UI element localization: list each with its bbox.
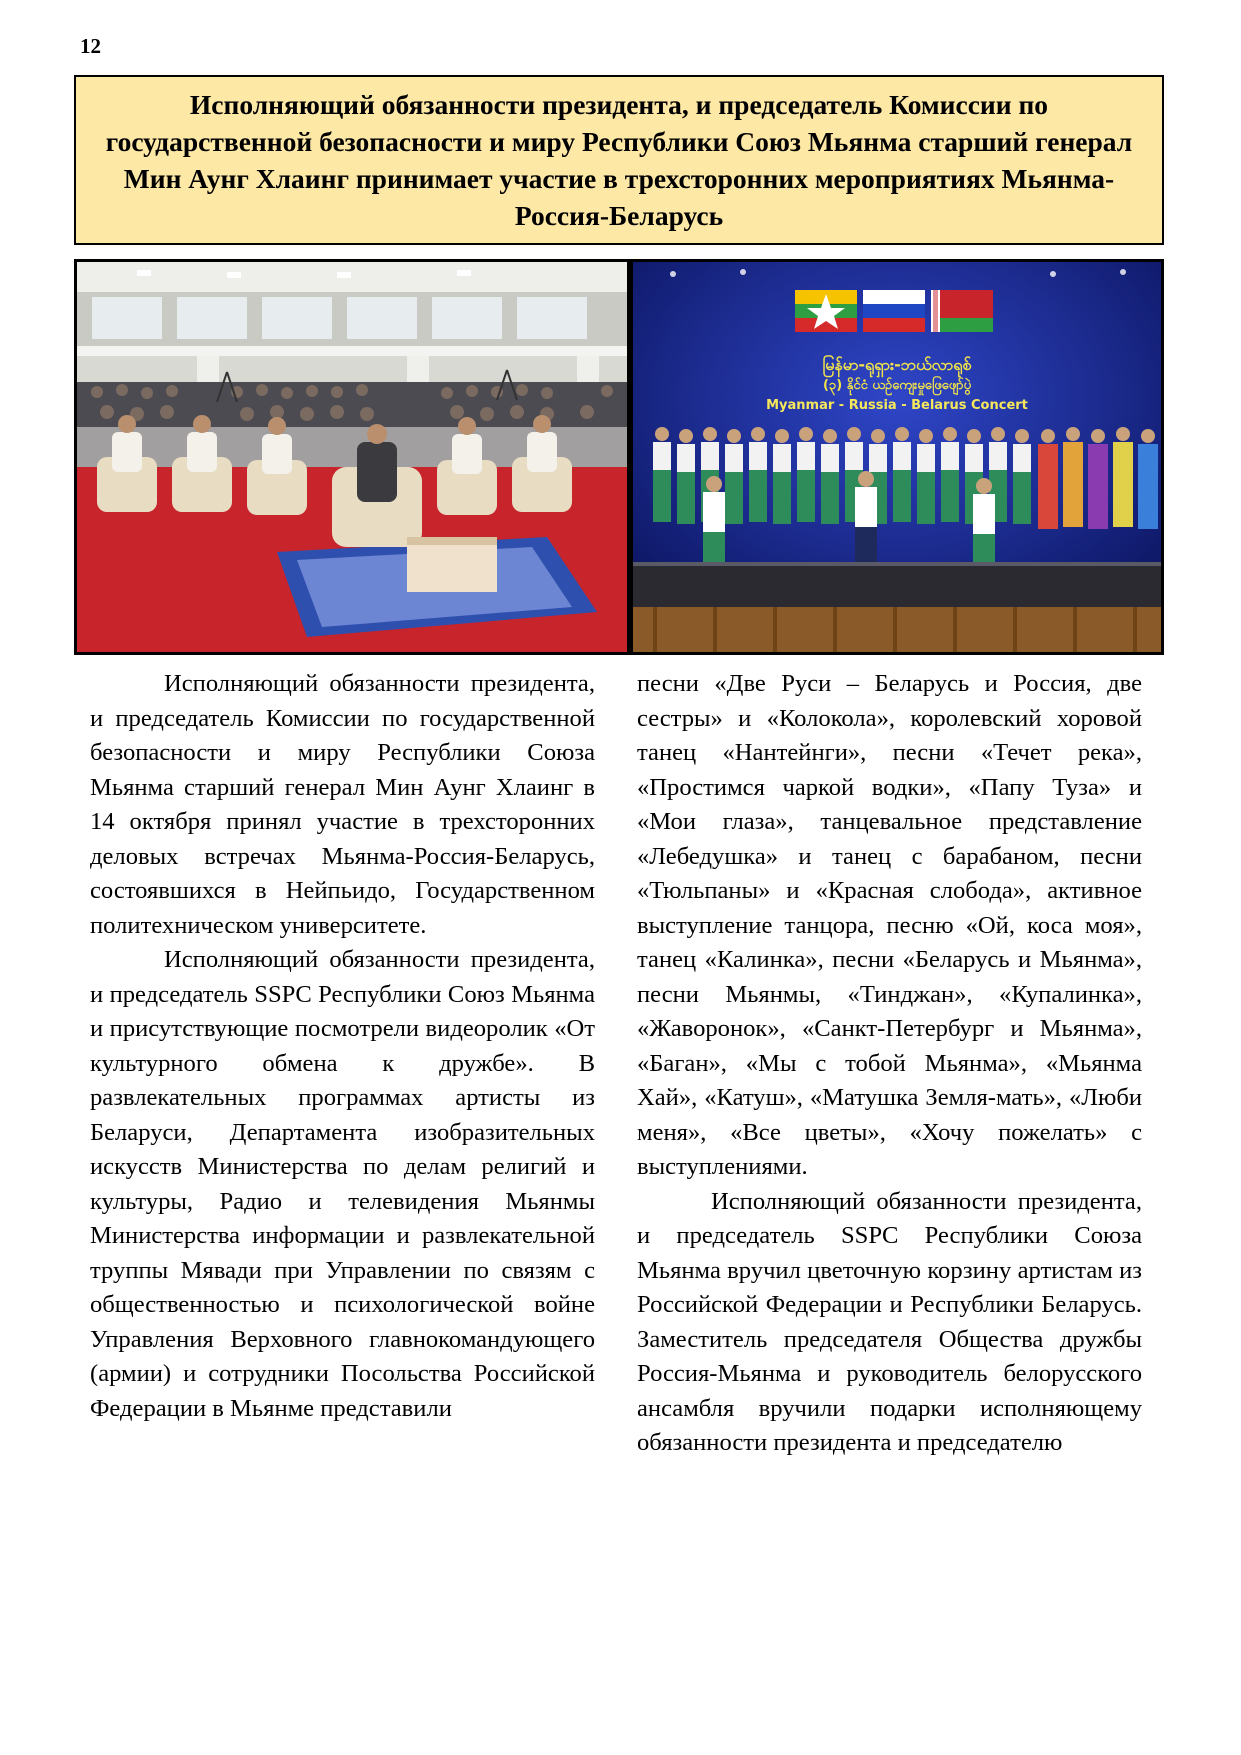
paragraph: песни «Две Руси – Беларусь и Россия, две сестры» и «Колокола», королевский хоровой танец «Нантейнги», песни «Течет река», «Простимся чаркой водки», «Папу Туза» и «Мои глаза», танцевальное представление «Лебедушка» и танец с барабаном, песни «Тюльпаны» и «Красная слобода», активное выступление танцора, песню «Ой, коса моя», танец «Калинка», песни «Беларусь и Мьянма», песни Мьянмы, «Тинджан», «Купалинка», «Жаворонок», «Санкт-Петербург и Мьянма», «Баган», «Мы с тобой Мьянма», «Мьянма Хай», «Катуш», «Матушка Земля-мать», «Люби меня», «Все цветы», «Хочу пожелать» с выступлениями. <box>637 670 1142 1180</box>
paragraph: Исполняющий обязанности президента, и председатель SSPC Республики Союз Мьянма и присутствующие посмотрели видеоролик «От культурного обмена к дружбе». В развлекательных программах артисты из Беларуси, Департамента изобразительных искусств Министерства по делам религий и культуры, Радио и телевидения Мьянмы Министерства информации и развлекательной труппы Мявади при Управлении по связям с общественностью и психологической войне Управления Верховного главнокомандующего (армии) и сотрудники Посольства Российской Федерации в Мьянме представили <box>90 946 595 1422</box>
article-column-left <box>90 667 595 1426</box>
russia-flag <box>863 290 925 332</box>
banner-native-text: မြန်မာ-ရုရှား-ဘယ်လာရုစ် <box>822 355 972 374</box>
headline: Исполняющий обязанности президента, и председатель Комиссии по государственной безопасности и миру Республики Союз Мьянма старший генерал Мин Аунг Хлаинг принимает участие в трехсторонних мероприятиях Мьянма-Россия-Беларусь <box>105 89 1133 231</box>
belarus-flag <box>931 290 993 332</box>
banner-native-subtext: (၃) နိုင်ငံ ယဉ်ကျေးမှုဖြေဖျော်ပွဲ <box>822 378 972 393</box>
paragraph: Исполняющий обязанности президента, и председатель Комиссии по государственной безопасности и миру Республики Союза Мьянма старший генерал Мин Аунг Хлаинг в 14 октября принял участие в трехсторонних деловых встречах Мьянма-Россия-Беларусь, состоявшихся в Нейпьидо, Государственном политехническом университете. <box>90 670 595 939</box>
paragraph: Исполняющий обязанности президента, и председатель SSPC Республики Союза Мьянма вручил цветочную корзину артистам из Российской Федерации и Республики Беларусь. Заместитель председателя Общества дружбы Россия-Мьянма и руководитель белорусского ансамбля вручили подарки исполняющему обязанности президента и председателю <box>637 1187 1142 1456</box>
headline-box <box>74 75 1164 245</box>
photo-strip <box>74 259 1164 655</box>
page-number: 12 <box>80 34 101 58</box>
audience-hall-illustration <box>77 262 627 652</box>
article-column-right <box>637 667 1142 1461</box>
audience-hall-photo <box>77 262 627 652</box>
concert-stage-photo <box>633 262 1161 652</box>
banner-english-text: Myanmar - Russia - Belarus Concert <box>766 398 1028 413</box>
myanmar-flag <box>795 290 857 332</box>
concert-stage-illustration <box>633 262 1161 652</box>
